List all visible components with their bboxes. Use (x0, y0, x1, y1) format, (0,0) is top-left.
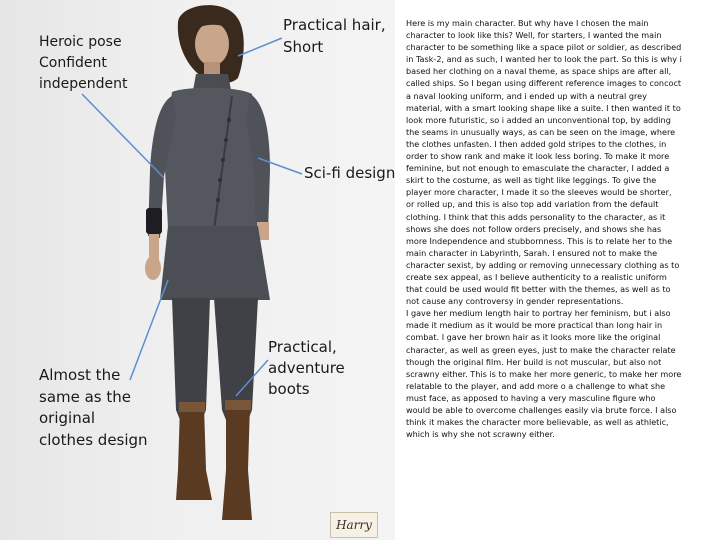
callout-scifi-design: Sci-fi design (304, 164, 396, 182)
callout-heroic-pose: Heroic pose Confident independent (39, 34, 128, 92)
callout-adventure-boots: Practical, adventure boots (268, 338, 345, 398)
callout-practical-hair: Practical hair, Short (283, 16, 386, 56)
design-essay: Here is my main character. But why have I chosen the main character to look like this? Well, for starters, I wanted the main character to be something like a space pilot or soldier, as described in Task-2, and as such, I wanted her to look the part. So this is why i based her clothing on a naval theme, as space ships are after all, called ships. So I began using different reference images to concoct a naval looking uniform, and i ended up with a neutral grey material, with a smart looking shape like a suite. I then wanted it to look more futuristic, so i added an unconventional top, by adding the seams in unusually ways, as can be seen on the image, where the clothes unfasten. I then added gold stripes to the clothes, in order to show rank and make it look less boring. To make it more feminine, but not enough to emasculate the character, I added a skirt to the costume, as well as tight like leggings. To give the player more character, I made it so the sleeves would be shorter, or rolled up, and this is also top add variation from the default clothing. I think that this adds personality to the character, as it shows she does not follow orders precisely, and shows she has more Independence and stubbornness. This is to relate her to the main character in Labyrinth, Sarah. I ensured not to make the character sexist, by adding or removing unnecessary clothing as to create sex appeal, as I believe authenticity to a realistic uniform that could be used would fit better with the themes, as well as to not cause any controversy in gender representations. I gave her medium length hair to portray her feminism, but i also made it medium as it would be more practical than long hair in combat. I gave her brown hair as it looks more like the original character, as well as green eyes, just to make the character relate though the original film. Her build is not muscular, but also not scrawny either. This is to make her more generic, to make her more relatable to the player, and add more o a challenge to what she must face, as apposed to having a very masculine figure who would be able to overcome challenges easily via brute force. I also think it makes the character more believable, as well as athletic, which is why she not scrawny either. (406, 18, 682, 440)
callout-original-clothes: Almost the same as the original clothes design (39, 366, 148, 449)
artist-signature: Harry (330, 512, 378, 538)
